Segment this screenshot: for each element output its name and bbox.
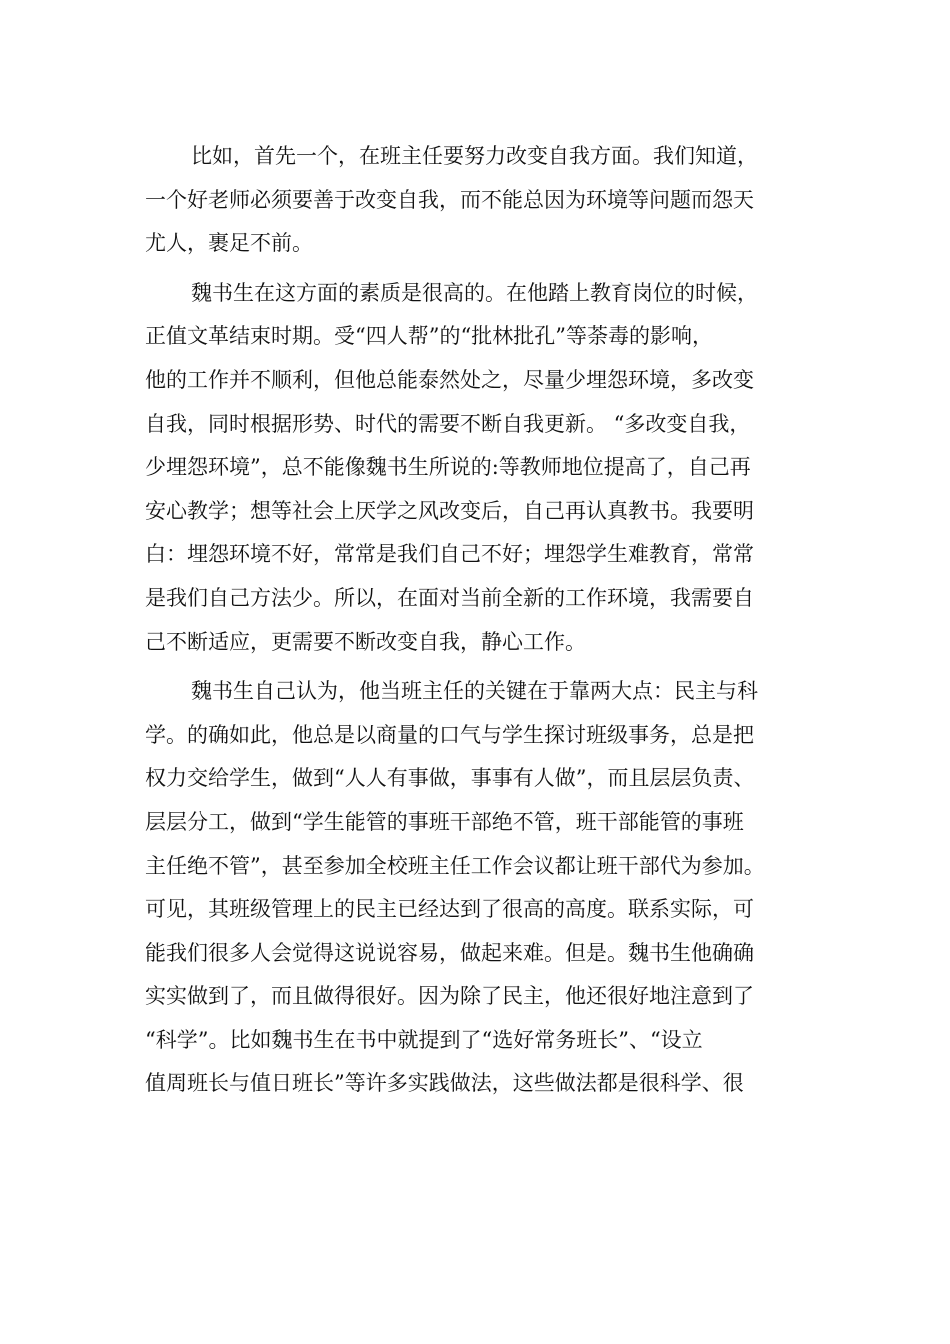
- document-body: [145, 135, 805, 1106]
- text-line: 自我，同时根据形势、时代的需要不断自我更新。 “多改变自我，: [145, 411, 751, 436]
- text-line: 权力交给学生，做到“人人有事做，事事有人做”，而且层层负责、: [145, 766, 755, 791]
- text-line: 正值文革结束时期。受“四人帮”的“批林批孔”等荼毒的影响，: [145, 324, 713, 349]
- text-line: 主任绝不管”，甚至参加全校班主任工作会议都让班干部代为参加。: [145, 853, 765, 878]
- text-line: 学。的确如此，他总是以商量的口气与学生探讨班级事务，总是把: [145, 722, 754, 747]
- text-line: 是我们自己方法少。所以，在面对当前全新的工作环境，我需要自: [145, 585, 754, 610]
- text-line: 白：埋怨环境不好，常常是我们自己不好；埋怨学生难教育，常常: [145, 542, 754, 567]
- text-line: 层层分工，做到“学生能管的事班干部绝不管，班干部能管的事班: [145, 809, 744, 834]
- text-line: 可见，其班级管理上的民主已经达到了很高的高度。联系实际，可: [145, 897, 754, 922]
- text-line: 比如，首先一个，在班主任要努力改变自我方面。我们知道，: [191, 144, 758, 168]
- text-line: 安心教学；想等社会上厌学之风改变后，自己再认真教书。我要明: [145, 498, 754, 523]
- paragraph-3: [145, 670, 805, 1106]
- text-line: 魏书生自己认为，他当班主任的关键在于靠两大点：民主与科: [191, 679, 758, 704]
- text-line: 他的工作并不顺利，但他总能泰然处之，尽量少埋怨环境，多改变: [145, 367, 754, 392]
- text-line: 值周班长与值日班长”等许多实践做法，这些做法都是很科学、很: [145, 1071, 744, 1096]
- text-line: 实实做到了，而且做得很好。因为除了民主，他还很好地注意到了: [145, 984, 754, 1009]
- text-line: 己不断适应，更需要不断改变自我，静心工作。: [145, 629, 586, 654]
- text-line: 尤人，裹足不前。: [145, 231, 313, 256]
- text-line: 魏书生在这方面的素质是很高的。在他踏上教育岗位的时候，: [191, 280, 758, 305]
- text-line: “科学”。比如魏书生在书中就提到了“选好常务班长”、“设立: [145, 1027, 703, 1052]
- paragraph-2: [145, 272, 805, 664]
- text-line: 一个好老师必须要善于改变自我，而不能总因为环境等问题而怨天: [145, 187, 754, 212]
- text-line: 少埋怨环境”，总不能像魏书生所说的:等教师地位提高了，自己再: [145, 455, 751, 480]
- text-line: 能我们很多人会觉得这说说容易，做起来难。但是。魏书生他确确: [145, 940, 754, 965]
- paragraph-1: [145, 135, 805, 266]
